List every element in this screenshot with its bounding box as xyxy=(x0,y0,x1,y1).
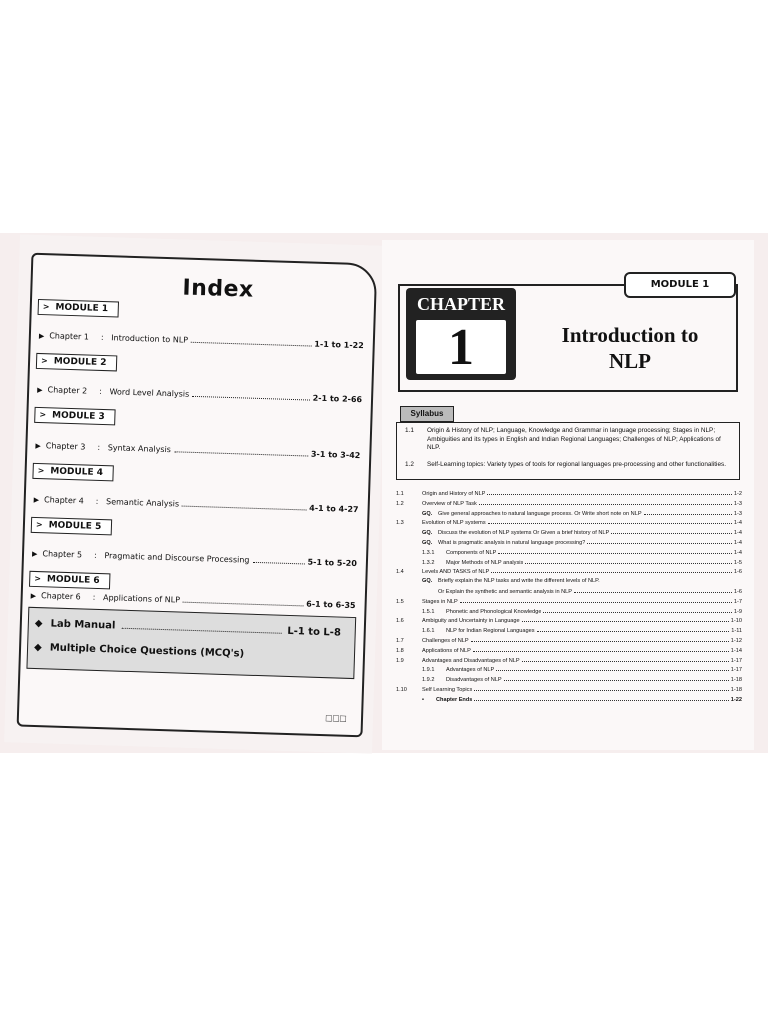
contents-row[interactable]: • Chapter Ends 1-22 xyxy=(422,696,742,703)
module-tab-4: > MODULE 4 xyxy=(32,463,114,482)
index-page xyxy=(4,234,388,753)
toc-row-chapter-4[interactable]: ▶ Chapter 4 : Semantic Analysis 4-1 to 4-27 xyxy=(33,495,359,515)
arrow-icon: > xyxy=(37,466,45,476)
arrow-icon: > xyxy=(34,573,42,584)
syllabus-label: Syllabus xyxy=(400,406,454,422)
chapter-word: CHAPTER xyxy=(416,294,505,314)
contents-row[interactable]: 1.6.1 NLP for Indian Regional Languages 1-11 xyxy=(422,628,742,635)
triangle-bullet-icon: ▶ xyxy=(37,385,43,395)
index-frame xyxy=(17,253,378,738)
contents-row[interactable]: 1.3 Evolution of NLP systems 1-4 xyxy=(396,520,742,527)
arrow-icon: > xyxy=(39,410,47,420)
toc-row-chapter-6[interactable]: ▶ Chapter 6 : Applications of NLP 6-1 to 6-35 xyxy=(30,591,356,611)
contents-row[interactable]: 1.5.1 Phonetic and Phonological Knowledge 1-9 xyxy=(422,608,742,615)
index-title: Index xyxy=(182,275,255,303)
toc-row-chapter-5[interactable]: ▶ Chapter 5 : Pragmatic and Discourse Processing 5-1 to 5-20 xyxy=(31,549,358,569)
diamond-bullet-icon: ◆ xyxy=(34,618,43,630)
end-squares-mark: □□□ xyxy=(325,713,348,725)
module-tab-3: > MODULE 3 xyxy=(34,407,116,426)
module-tab-right: MODULE 1 xyxy=(624,272,736,298)
module-tab-6: > MODULE 6 xyxy=(29,571,111,590)
syllabus-box xyxy=(396,422,740,480)
contents-row[interactable]: 1.5 Stages in NLP 1-7 xyxy=(396,598,742,605)
contents-row[interactable]: GQ. Briefly explain the NLP tasks and write the different levels of NLP. xyxy=(422,578,600,585)
toc-row-chapter-3[interactable]: ▶ Chapter 3 : Syntax Analysis 3-1 to 3-42 xyxy=(35,441,361,461)
extras-box xyxy=(26,607,356,679)
arrow-icon: > xyxy=(35,519,43,530)
syllabus-item: 1.1 Origin & History of NLP; Language, Knowledge and Grammar in language processing; Stages in NLP; Ambiguities and its types in English and Indian Regional Languages; Challenges of NLP; Applications of NLP. xyxy=(405,427,721,452)
contents-row[interactable]: 1.10 Self Learning Topics 1-18 xyxy=(396,687,742,693)
chapter-page xyxy=(382,240,754,750)
contents-row[interactable]: 1.9.2 Disadvantages of NLP 1-18 xyxy=(422,677,742,684)
contents-row[interactable]: 1.8 Applications of NLP 1-14 xyxy=(396,647,742,654)
contents-row[interactable]: 1.3.2 Major Methods of NLP analysis 1-5 xyxy=(422,559,742,566)
mcq-entry[interactable]: ◆ Multiple Choice Questions (MCQ's) xyxy=(33,641,245,660)
triangle-bullet-icon: ▶ xyxy=(30,591,37,601)
toc-row-chapter-2[interactable]: ▶ Chapter 2 : Word Level Analysis 2-1 to 2-66 xyxy=(37,385,363,405)
contents-row[interactable]: 1.7 Challenges of NLP 1-12 xyxy=(396,638,742,644)
contents-row[interactable]: 1.9 Advantages and Disadvantages of NLP 1-17 xyxy=(396,657,742,664)
arrow-icon: > xyxy=(40,356,48,366)
triangle-bullet-icon: ▶ xyxy=(38,331,45,341)
triangle-bullet-icon: ▶ xyxy=(35,441,41,451)
contents-row[interactable]: 1.9.1 Advantages of NLP 1-17 xyxy=(422,667,742,674)
module-tab-2: > MODULE 2 xyxy=(36,353,118,372)
module-tab-5: > MODULE 5 xyxy=(31,517,113,536)
triangle-bullet-icon: ▶ xyxy=(33,495,40,505)
contents-row[interactable]: 1.4 Levels AND TASKS of NLP 1-6 xyxy=(396,569,742,576)
toc-row-chapter-1[interactable]: ▶ Chapter 1 : Introduction to NLP 1-1 to 1-22 xyxy=(38,331,364,351)
module-tab-1: > MODULE 1 xyxy=(38,299,120,318)
lab-manual-entry[interactable]: ◆ Lab Manual L-1 to L-8 xyxy=(34,618,342,639)
contents-row[interactable]: 1.6 Ambiguity and Uncertainty in Language 1-10 xyxy=(396,618,742,625)
contents-row[interactable]: GQ. Give general approaches to natural language process. Or Write short note on NLP 1-3 xyxy=(422,510,742,517)
contents-row[interactable]: GQ. What is pragmatic analysis in natural language processing? 1-4 xyxy=(422,540,742,546)
contents-row[interactable]: 1.3.1 Components of NLP 1-4 xyxy=(422,549,742,556)
contents-row[interactable]: Or Explain the synthetic and semantic analysis in NLP 1-6 xyxy=(438,589,742,595)
contents-row[interactable]: 1.1 Origin and History of NLP 1-2 xyxy=(396,491,742,497)
triangle-bullet-icon: ▶ xyxy=(31,549,38,559)
chapter-title: Introduction to NLP xyxy=(561,323,699,373)
arrow-icon: > xyxy=(42,302,50,312)
contents-row[interactable]: 1.2 Overview of NLP Task 1-3 xyxy=(396,500,742,507)
diamond-bullet-icon: ◆ xyxy=(33,641,42,654)
contents-row[interactable]: GQ. Discuss the evolution of NLP systems Or Given a brief history of NLP 1-4 xyxy=(422,530,742,537)
syllabus-item: 1.2 Self-Learning topics: Variety types of tools for regional languages pre-processing and other functionalities. xyxy=(405,461,726,468)
chapter-badge xyxy=(406,288,516,380)
chapter-number: 1 xyxy=(448,319,474,376)
